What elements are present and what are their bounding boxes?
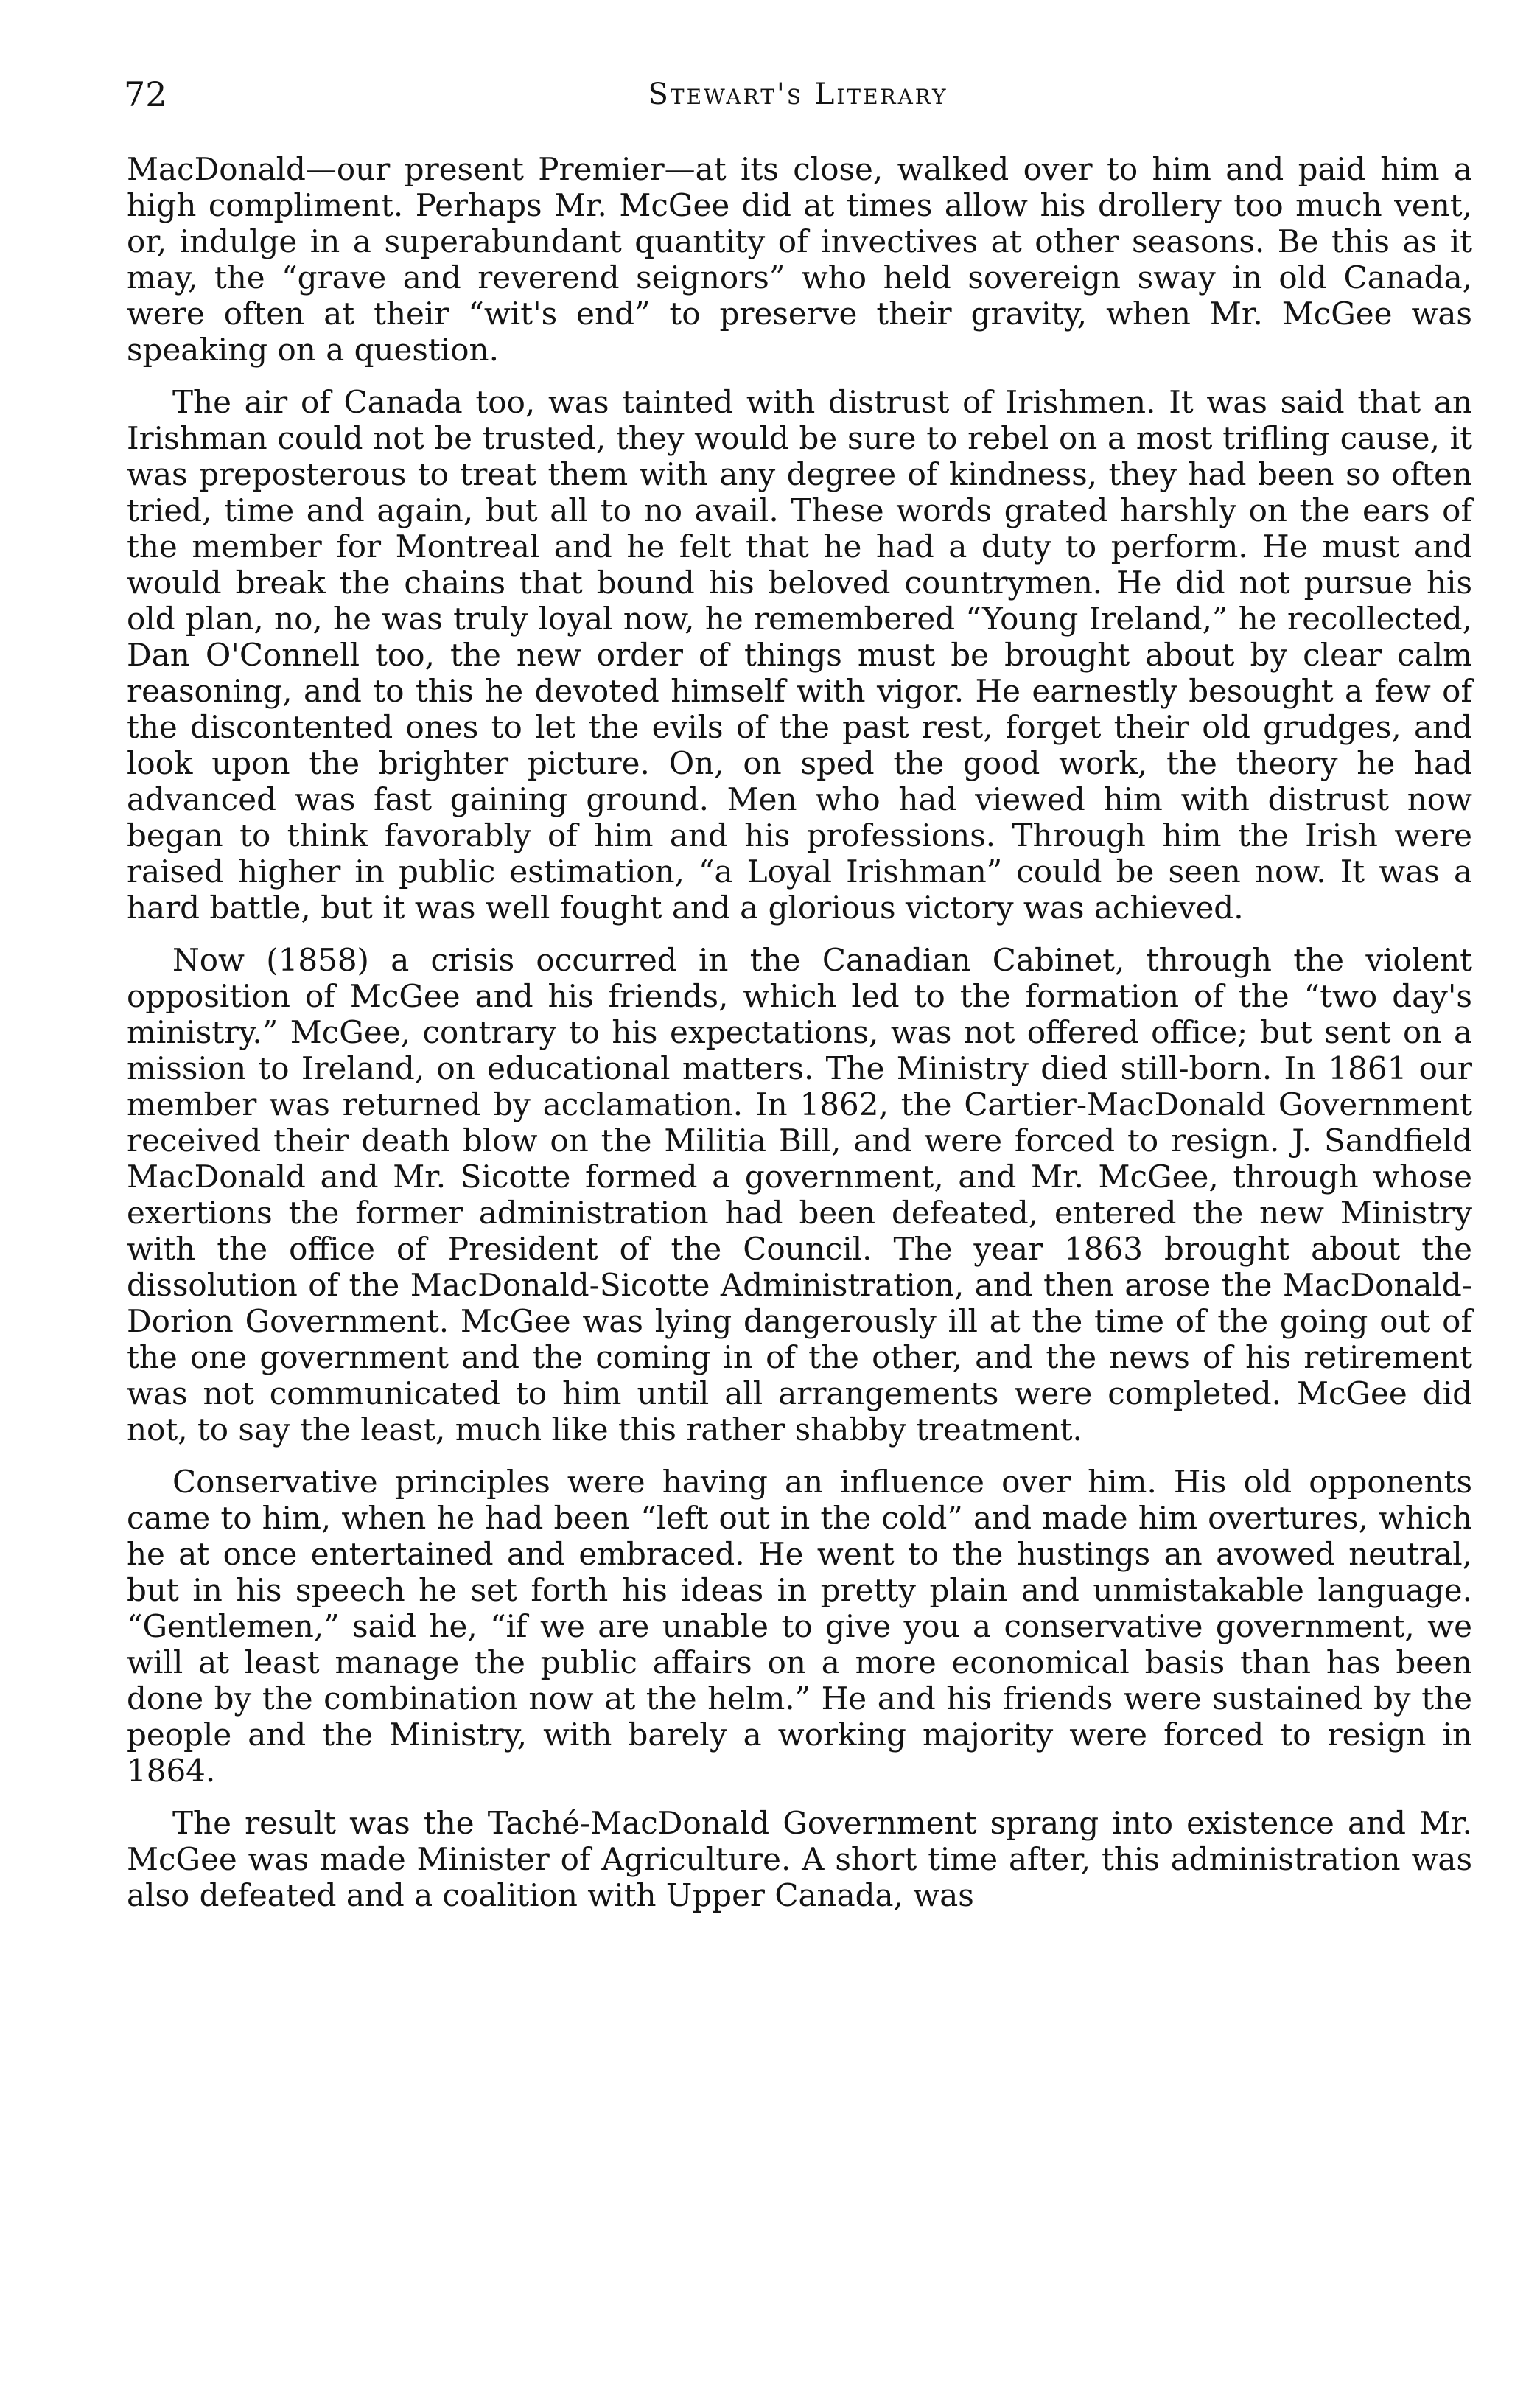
page-number: 72	[124, 74, 167, 114]
running-head	[124, 72, 1472, 116]
paragraph: The result was the Taché-MacDonald Government sprang into existence and Mr. McGee was made Minister of Agriculture. A short time after, this administration was also defeated and a coalition with Upper Canada, was	[127, 1805, 1472, 1913]
body-text	[127, 151, 1472, 1930]
running-title: Stewart's Literary	[648, 77, 948, 111]
paragraph: Now (1858) a crisis occurred in the Canadian Cabinet, through the violent opposition of McGee and his friends, which led to the formation of the “two day's ministry.” McGee, contrary to his expectations, was not offered office; but sent on a mission to Ireland, on educational matters. The Ministry died still-born. In 1861 our member was returned by acclamation. In 1862, the Cartier-MacDonald Government received their death blow on the Militia Bill, and were forced to resign. J. Sandfield MacDonald and Mr. Sicotte formed a government, and Mr. McGee, through whose exertions the former administration had been defeated, entered the new Ministry with the office of President of the Council. The year 1863 brought about the dissolution of the MacDonald-Sicotte Administration, and then arose the MacDonald-Dorion Government. McGee was lying dangerously ill at the time of the going out of the one government and the coming in of the other, and the news of his retirement was not communicated to him until all arrangements were completed. McGee did not, to say the least, much like this rather shabby treatment.	[127, 942, 1472, 1448]
paragraph-continued: MacDonald—our present Premier—at its close, walked over to him and paid him a high compliment. Perhaps Mr. McGee did at times allow his drollery too much vent, or, indulge in a superabundant quantity of invectives at other seasons. Be this as it may, the “grave and reverend seignors” who held sovereign sway in old Canada, were often at their “wit's end” to preserve their gravity, when Mr. McGee was speaking on a question.	[127, 151, 1472, 368]
paragraph: The air of Canada too, was tainted with distrust of Irishmen. It was said that an Irishman could not be trusted, they would be sure to rebel on a most trifling cause, it was preposterous to treat them with any degree of kindness, they had been so often tried, time and again, but all to no avail. These words grated harshly on the ears of the member for Montreal and he felt that he had a duty to perform. He must and would break the chains that bound his beloved countrymen. He did not pursue his old plan, no, he was truly loyal now, he remembered “Young Ireland,” he recollected, Dan O'Connell too, the new order of things must be brought about by clear calm reasoning, and to this he devoted himself with vigor. He earnestly besought a few of the discontented ones to let the evils of the past rest, forget their old grudges, and look upon the brighter picture. On, on sped the good work, the theory he had advanced was fast gaining ground. Men who had viewed him with distrust now began to think favorably of him and his professions. Through him the Irish were raised higher in public estimation, “a Loyal Irishman” could be seen now. It was a hard battle, but it was well fought and a glorious victory was achieved.	[127, 384, 1472, 926]
paragraph: Conservative principles were having an influence over him. His old opponents came to him, when he had been “left out in the cold” and made him overtures, which he at once entertained and embraced. He went to the hustings an avowed neutral, but in his speech he set forth his ideas in pretty plain and unmistakable language. “Gentlemen,” said he, “if we are unable to give you a conservative government, we will at least manage the public affairs on a more economical basis than has been done by the combination now at the helm.” He and his friends were sustained by the people and the Ministry, with barely a working majority were forced to resign in 1864.	[127, 1464, 1472, 1789]
